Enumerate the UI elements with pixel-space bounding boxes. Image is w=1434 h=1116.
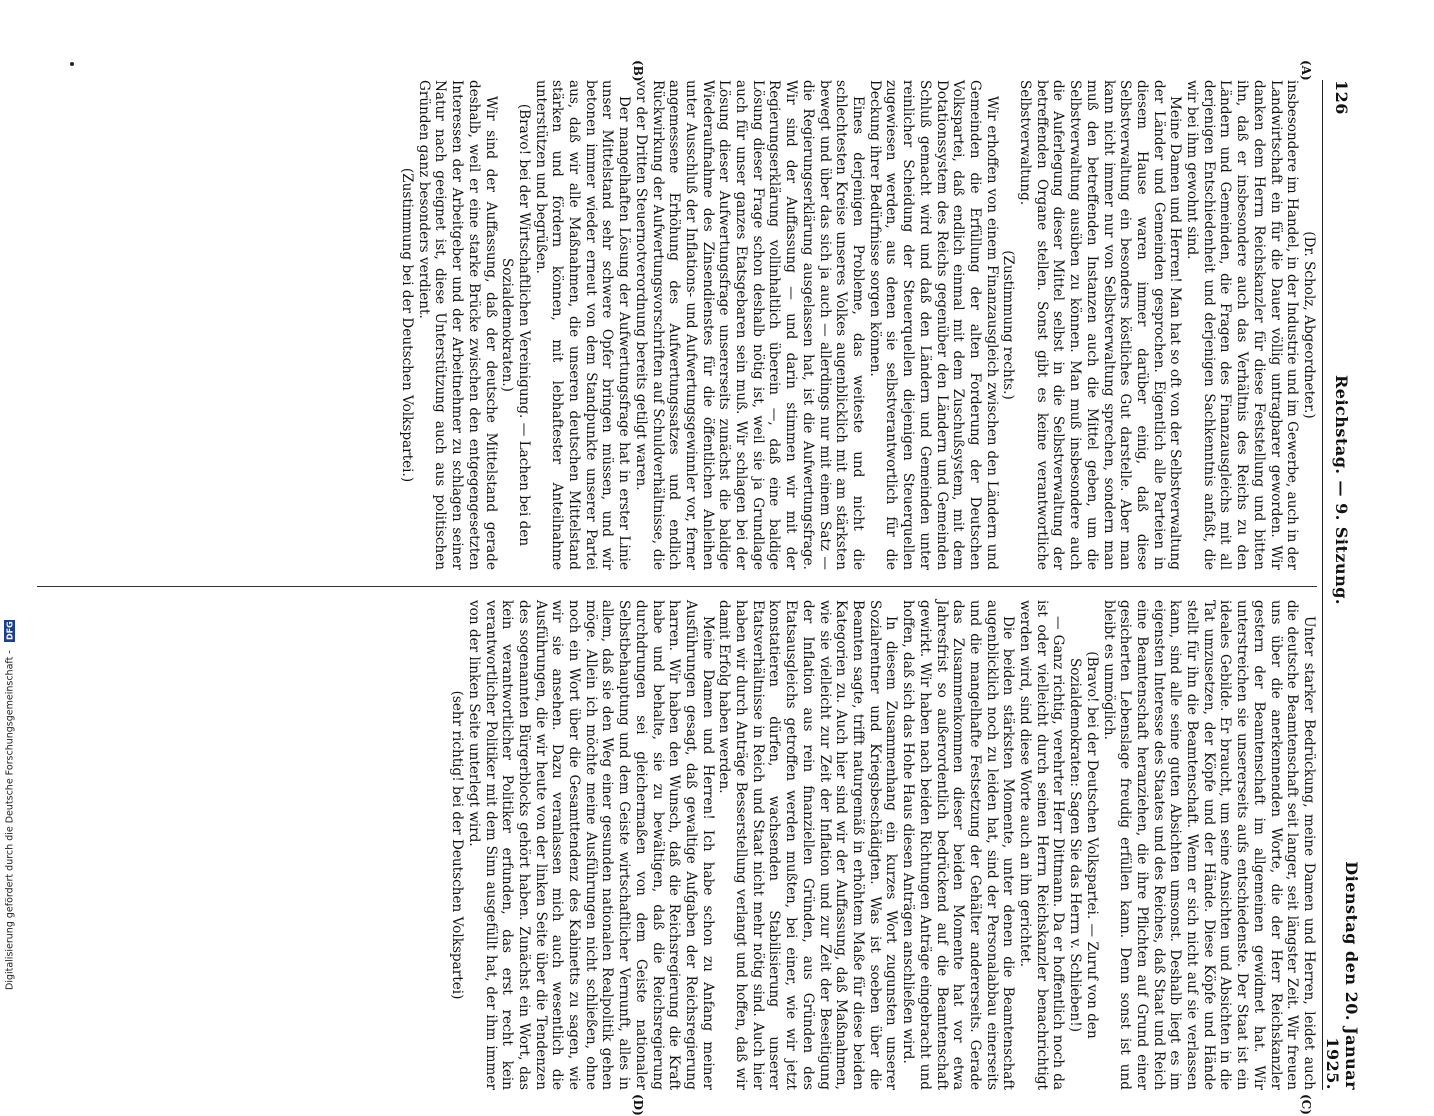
speaker-label: (Dr. Scholz, Abgeordneter.) [1301, 231, 1317, 419]
dfg-logo: DFG [5, 621, 15, 641]
paragraph: In diesem Zusammenhang ein kurzes Wort zugunsten unserer Sozialrentner und Kriegsbeschädigten. Was ist soeben über die Beamten sagte, trifft naturgemäß in erhöhtem Maße für diese beiden Kategorien zu. Auch hier sind wir der Auffassung, daß Maßnahmen, wie sie vielleicht zur Zeit der Inflation und zur Zeit der Beseitigung der Inflation aus rein finanziellen Gründen, aus Gründen des Etatsausgleichs getroffen werden mußten, bei einer, wie wir jetzt konstatieren dürfen, wachsenden Stabilisierung unserer Etatsverhältnisse in Reich und Staat nicht mehr nötig sind. Auch hier haben wir durch Anträge Besserstellung verlangt und hoffen, daß wir damit Erfolg haben werden. [716, 600, 900, 1090]
margin-mark-b: (B) [631, 60, 645, 82]
running-header [1323, 80, 1361, 1090]
paragraph: Wir sind der Auffassung, daß der deutsche Mittelstand gerade deshalb, weil er eine starke Brücke zwischen den entgegengesetzten Interessen der Arbeitgeber und der Arbeitnehmer zu schlagen seiner Natur nach geeignet ist, diese Unterstützung auch aus politischen Gründen ganz besonders verdient. [415, 80, 499, 570]
footer-text: Digitalisierung gefördert durch die Deutsche Forschungsgemeinschaft - [4, 650, 16, 990]
margin-mark-c: (C) [1299, 1094, 1313, 1115]
interjection: (sehr richtig! bei der Deutschen Volkspartei) [449, 690, 466, 1000]
interjection: (Zustimmung bei der Deutschen Volkspartei.) [399, 167, 416, 483]
paragraph: Meine Damen und Herren! Man hat so oft von der Selbstverwaltung der Länder und Gemeinden gesprochen. Eigentlich alle Parteien in diesem Hause waren immer darüber einig, daß diese Selbstverwaltung ein besonders köstliches Gut darstelle. Aber man kann nicht immer nur von Selbstverwaltung sprechen, sondern man muß den betreffenden Instanzen auch die Mittel geben, um die Selbstverwaltung ausüben zu können. Man muß insbesondere auch die Auferlegung dieser Mittel selbst in die Selbstverwaltung der betreffenden Organe stellen. Sonst gibt es keine verantwortliche Selbstverwaltung. [1017, 80, 1184, 570]
paragraph: Eines derjenigen Probleme, das weiteste und nicht die schlechtesten Kreise unseres Volkes augenblicklich mit am stärksten bewegt und über das sich ja auch — allerdings nur mit einem Satz — die Regierungserklärung ausgelassen hat, ist die Aufwertungsfrage. Wir sind der Auffassung — und darin stimmen wir mit der Regierungserklärung vollinhaltlich überein —, daß eine baldige Lösung dieser Frage schon deshalb nötig ist, weil sie ja Grundlage auch für unser ganzes Etatsgebaren sein muß. Wir schlagen bei der Lösung dieser Aufwertungsfrage unsererseits zunächst die baldige Wiederaufnahme des Zinsendienstes für die öffentlichen Anleihen unter Ausschluß der Inflations- und Aufwertungsgewinnler vor, ferner angemessene Erhöhung des Aufwertungssatzes und endlich Rückwirkung der Aufwertungsvorschriften auf Schuldverhältnisse, die vor der Dritten Steuernotverordnung bereits getilgt waren. [632, 80, 867, 570]
margin-mark-a: (A) [1299, 60, 1313, 81]
paragraph: insbesondere im Handel, in der Industrie und im Gewerbe, auch in der Landwirtschaft ein für die Dauer völlig untragbarer geworden. Wir danken dem Herrn Reichskanzler für diese Feststellung und bitten ihn, daß er insbesondere auch das Verhältnis des Reichs zu den Ländern und Gemeinden, die Fragen des Finanzausgleichs mit all derjenigen Entschiedenheit und derjenigen Sachkenntnis anfaßt, die wir bei ihm gewohnt sind. [1184, 80, 1301, 570]
margin-mark-d: (D) [631, 1094, 645, 1116]
paragraph: Die beiden stärksten Momente, unter denen die Beamtenschaft augenblicklich noch zu leiden hat, sind der Personalabbau einerseits und die mangelhafte Festsetzung der Gehälter andererseits. Gerade das Zusammenkommen dieser beiden Momente hat vor etwa Jahresfrist so außerordentlich bedrückend auf die Beamtenschaft gewirkt. Wir haben nach beiden Richtungen Anträge eingebracht und hoffen, daß sich das Hohe Haus diesen Anträgen anschließen wird. [900, 600, 1017, 1090]
interjection: (Bravo! bei der Deutschen Volkspartei. — Zuruf von den Sozialdemokraten: Sagen Sie das Herrn v. Schlieben!) [1067, 651, 1100, 1039]
left-column [117, 80, 1317, 570]
header-rule [1322, 80, 1323, 1090]
interjection: (Zustimmung rechts.) [1000, 250, 1017, 400]
digitization-footer [2, 595, 18, 990]
session-title: Reichstag. — 9. Sitzung. [1332, 375, 1352, 605]
paragraph: Wir erhoffen von einem Finanzausgleich zwischen den Ländern und Gemeinden die Erfüllung der alten Forderung der Deutschen Volkspartei, daß endlich einmal mit dem Zuschußsystem, mit dem Dotationssystem des Reichs gegenüber den Ländern und Gemeinden Schluß gemacht wird und daß den Ländern und Gemeinden unter reinlicher Scheidung der Steuerquellen diejenigen Steuerquellen zugewiesen werden, aus denen sie selbstverantwortlich für die Deckung ihrer Bedürfnisse sorgen können. [866, 80, 1000, 570]
paragraph: — Ganz richtig, verehrter Herr Dittmann. Da er hoffentlich noch da ist oder vielleicht durch seinen Herrn Reichskanzler benachrichtigt werden wird, sind diese Worte auch an ihn gerichtet. [1017, 600, 1067, 1090]
paragraph: Der mangelhaften Lösung der Aufwertungsfrage hat in erster Linie unser Mittelstand sehr schwere Opfer bringen müssen, und wir betonen immer wieder erneut von dem Standpunkte unserer Partei aus, daß wir alle Maßnahmen, die unseren deutschen Mittelstand stärken und fördern können, mit lebhaftester Anteilnahme unterstützen und begrüßen. [532, 80, 633, 570]
session-date: Dienstag den 20. Januar 1925. [1323, 861, 1361, 1090]
paragraph: Unter starker Bedrückung, meine Damen und Herren, leidet auch die deutsche Beamtenschaft seit langer, seit längster Zeit. Wir freuen uns über die anerkennenden Worte, die der Herr Reichskanzler gestern der Beamtenschaft im allgemeinen gewidmet hat. Wir unterstreichen sie unsererseits aufs entschiedenste. Der Staat ist ein ideales Gebilde. Er braucht, um seine Ansichten und Absichten in die Tat umzusetzen, der Köpfe und der Hände. Diese Köpfe und Hände stellt für ihn die Beamtenschaft. Wenn er sich nicht auf sie verlassen kann, sind alle seine guten Absichten umsonst. Deshalb liegt es im eigensten Interesse des Staates und des Reiches, daß Staat und Reich eine Beamtenschaft heranziehen, die ihre Pflichten auf Grund einer gesicherten Lebenslage freudig erfüllen kann. Denn sonst ist und bleibt es unmöglich. [1100, 600, 1317, 1090]
page-number: 126 [1332, 80, 1352, 115]
paragraph: Meine Damen und Herren! Ich habe schon zu Anfang meiner Ausführungen gesagt, daß gewaltige Aufgaben der Reichsregierung harren. Wir haben den Wunsch, daß die Reichsregierung die Kraft habe und behalte, sie zu bewältigen, daß die Reichsregierung durchdrungen sei gleichermaßen von dem Geiste nationaler Selbstbehauptung und dem Geiste wirtschaftlicher Vernunft, alles in allem, daß sie den Weg einer gesunden nationalen Realpolitik gehen möge. Allein ich möchte meine Ausführungen nicht schließen, ohne noch ein Wort über die Gesamttendenz des Kabinetts zu sagen, wie wir sie ansehen. Dazu veranlassen mich auch wesentlich die Ausführungen, die wir heute von der linken Seite über die Tendenzen des sogenannten Bürgerblocks gehört haben. Zunächst ein Wort, das kein verantwortlicher Politiker erfunden, das erst recht kein verantwortlicher Politiker mit dem Sinn ausgefüllt hat, der ihm immer von der linken Seite unterlegt wird. [465, 600, 716, 1090]
right-column [117, 600, 1317, 1090]
interjection: (Bravo! bei der Wirtschaftlichen Vereinigung. — Lachen bei den Sozialdemokraten.) [499, 103, 532, 547]
column-rule [37, 586, 1317, 587]
